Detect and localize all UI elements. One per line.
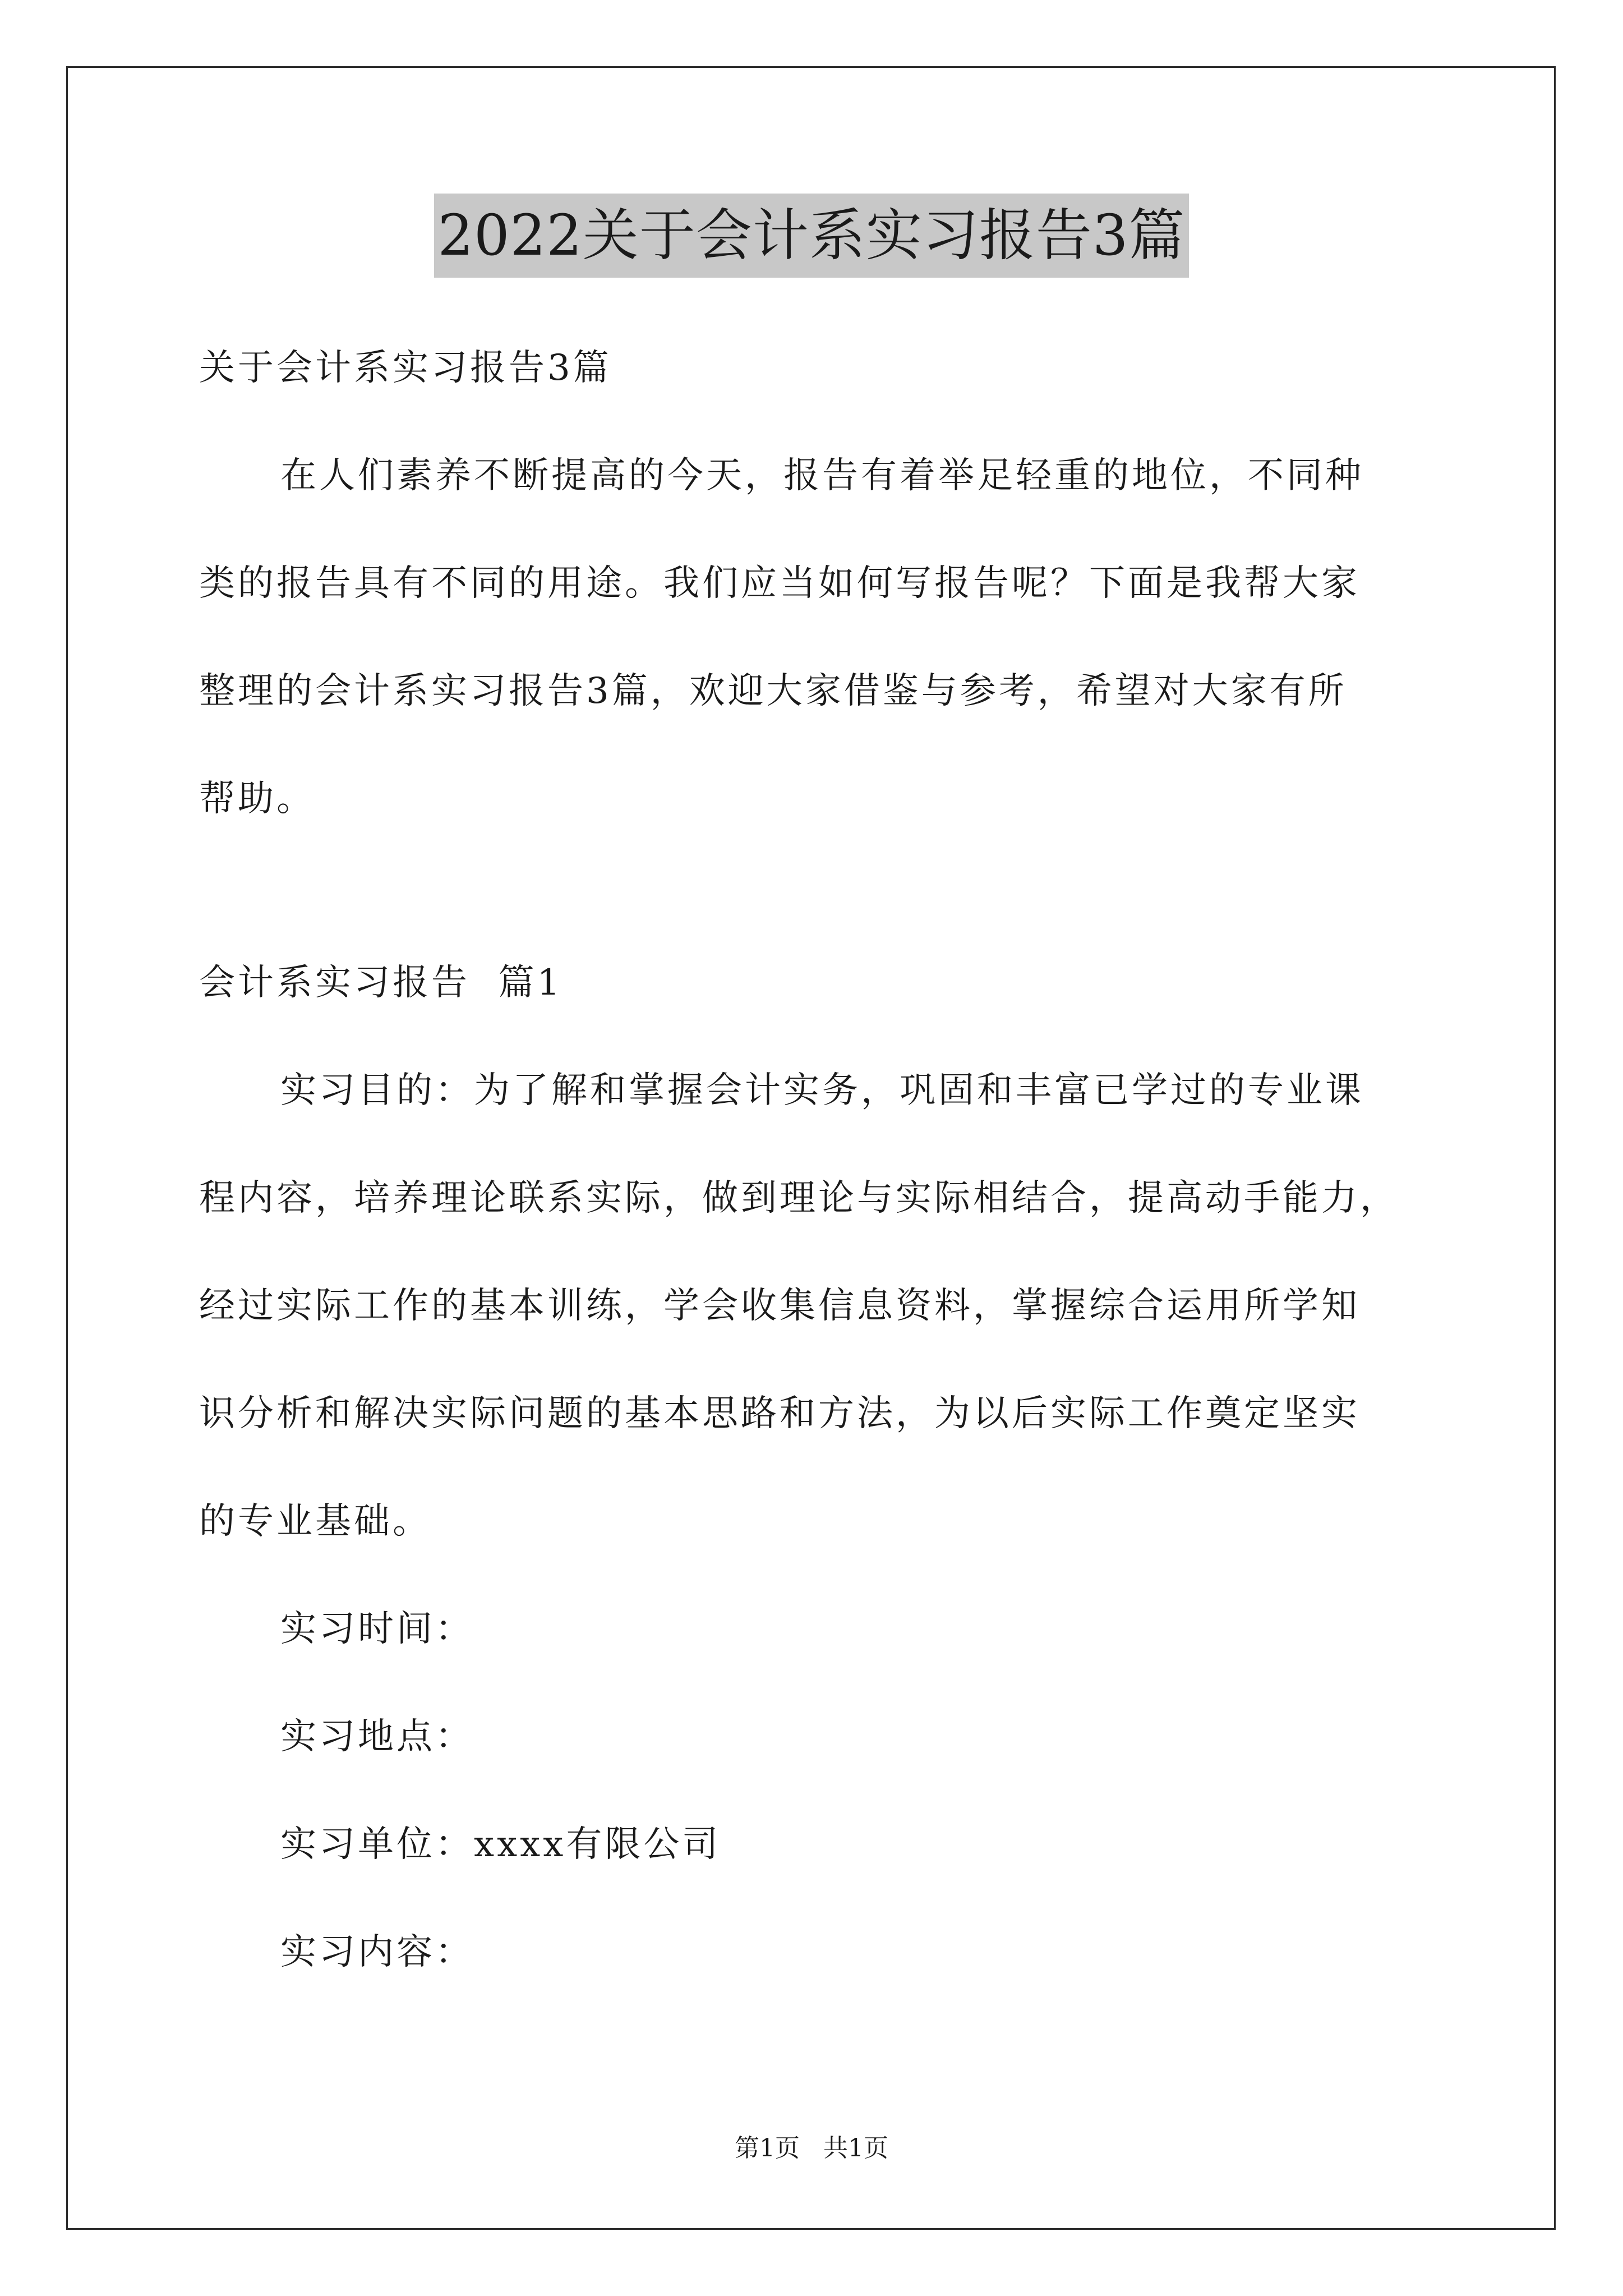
purpose-line-4: 识分析和解决实际问题的基本思路和方法，为以后实际工作奠定坚实 [199,1393,1360,1434]
internship-content-label: 实习内容： [280,1931,474,1973]
document-title: 2022关于会计系实习报告3篇 [434,194,1188,278]
section-gap [199,853,1467,929]
intro-line-1: 在人们素养不断提高的今天，报告有着举足轻重的地位，不同种 [280,455,1364,496]
page-number: 第1页 共1页 [735,2134,888,2162]
intro-line-4: 帮助。 [199,778,315,820]
internship-unit-label: 实习单位：xxxx有限公司 [280,1824,721,1865]
title-container [0,194,1623,278]
document-subtitle: 关于会计系实习报告3篇 [199,347,612,389]
purpose-line-5: 的专业基础。 [199,1501,431,1542]
section-heading: 会计系实习报告 篇1 [199,962,563,1004]
document-body [199,314,1467,2006]
purpose-line-1: 实习目的：为了解和掌握会计实务，巩固和丰富已学过的专业课 [280,1070,1364,1111]
intro-line-3: 整理的会计系实习报告3篇，欢迎大家借鉴与参考，希望对大家有所 [199,670,1347,712]
intro-line-2: 类的报告具有不同的用途。我们应当如何写报告呢？下面是我帮大家 [199,563,1360,604]
purpose-line-3: 经过实际工作的基本训练，学会收集信息资料，掌握综合运用所学知 [199,1285,1360,1327]
page-footer [0,2132,1623,2165]
internship-place-label: 实习地点： [280,1716,474,1757]
purpose-line-2: 程内容，培养理论联系实际，做到理论与实际相结合，提高动手能力， [199,1177,1399,1219]
internship-time-label: 实习时间： [280,1608,474,1650]
